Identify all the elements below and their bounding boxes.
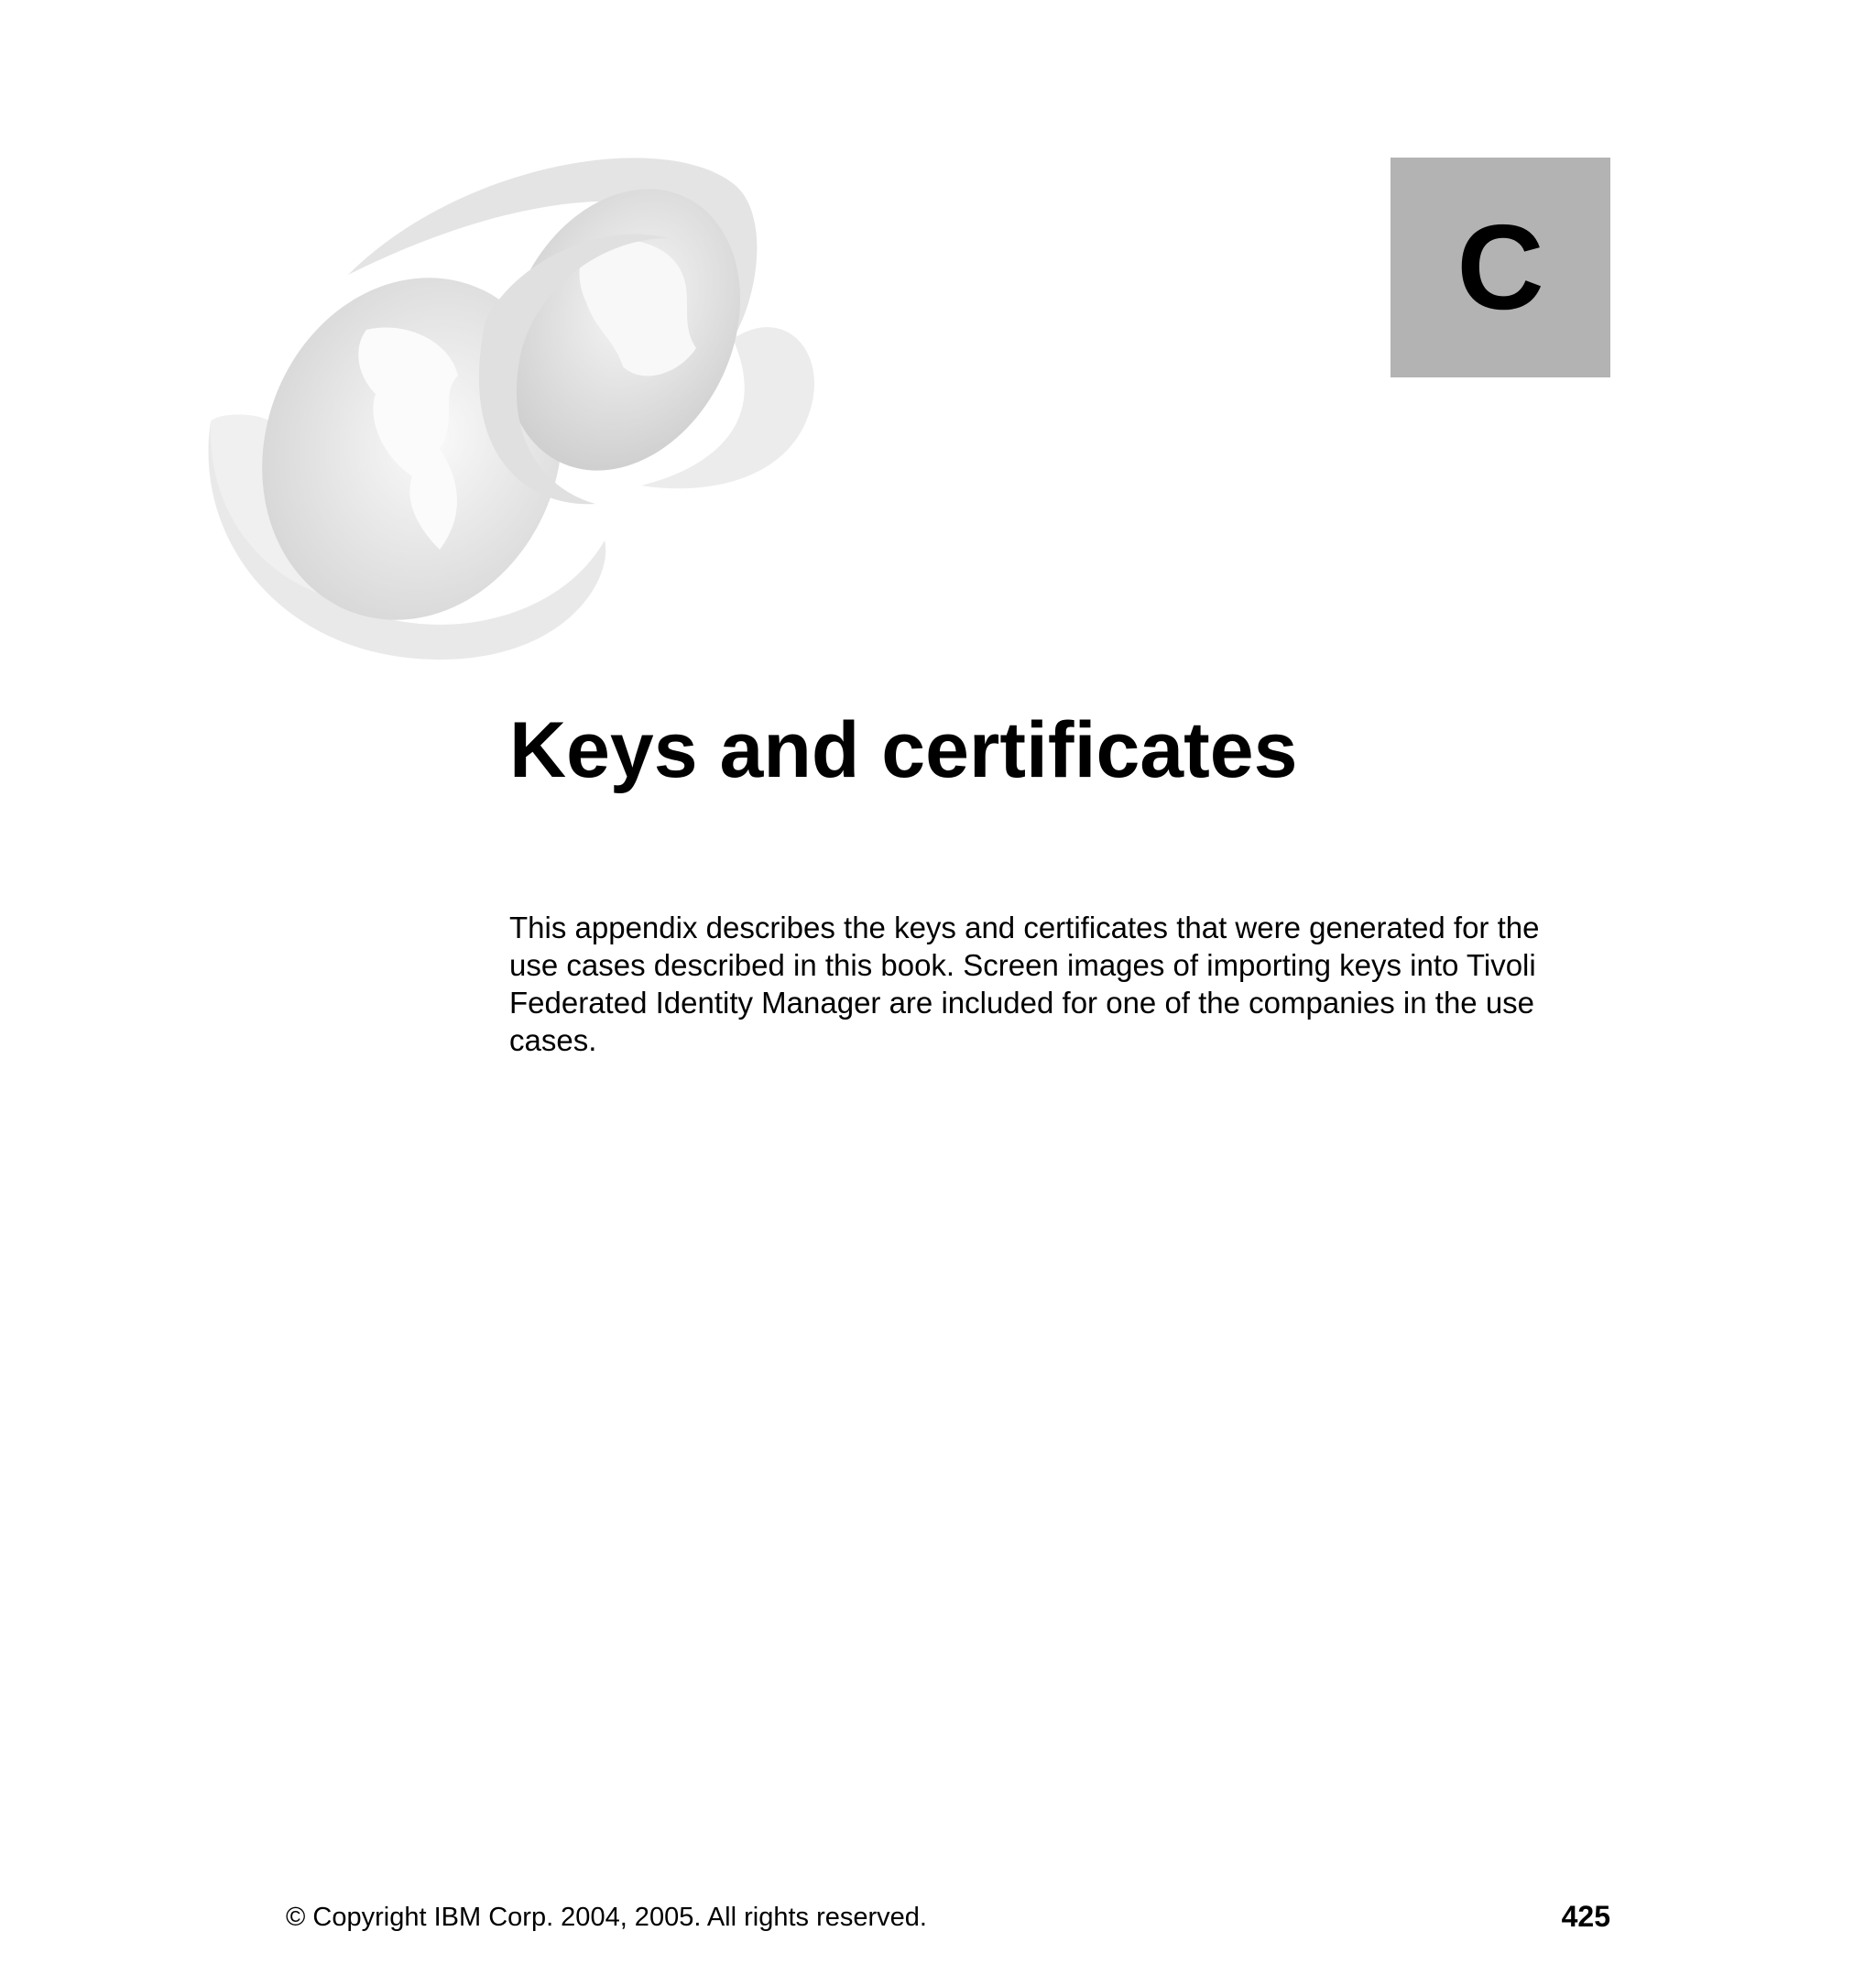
appendix-title: Keys and certificates: [509, 706, 1298, 794]
chapter-label-box: [1391, 158, 1610, 377]
page-number: 425: [1561, 1900, 1610, 1933]
globe-swirl-icon: [183, 147, 843, 678]
chapter-letter: C: [1456, 200, 1544, 334]
appendix-abstract: This appendix describes the keys and certificates that were generated for the use cases described in this book. Screen images of importing keys into Tivoli Federated Identity Manager are included for one of the companies in the use cases.: [509, 911, 1540, 1057]
footer-copyright: © Copyright IBM Corp. 2004, 2005. All rights reserved.: [286, 1903, 927, 1932]
